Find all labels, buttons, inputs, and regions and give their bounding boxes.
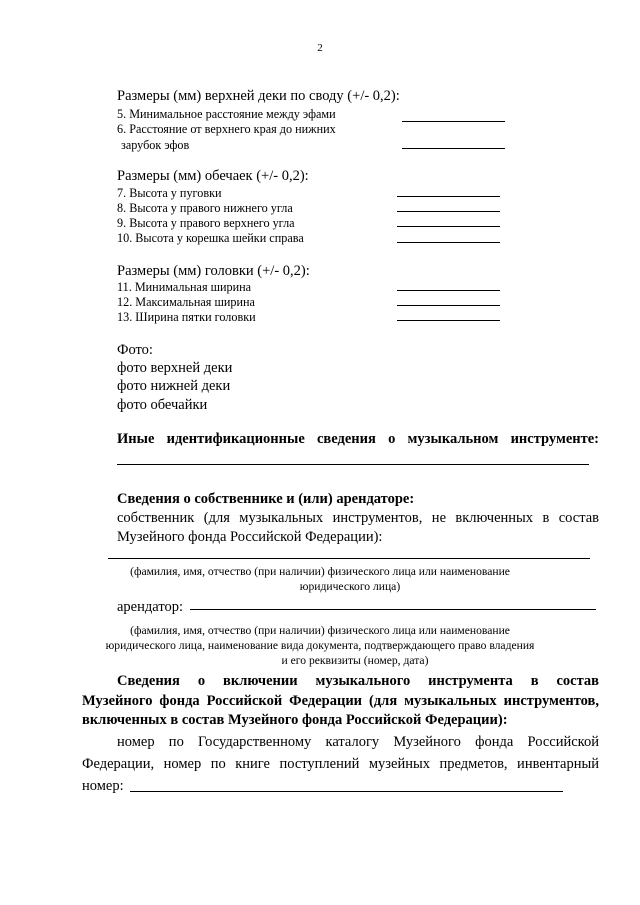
photo-heading: Фото: <box>117 342 153 358</box>
photo-top-deck: фото верхней деки <box>117 360 233 376</box>
top-deck-heading: Размеры (мм) верхней деки по своду (+/- 0,2): <box>117 88 400 104</box>
item-6: 6. Расстояние от верхнего края до нижних <box>117 122 336 136</box>
owner-hint1: (фамилия, имя, отчество (при наличии) физического лица или наименование <box>130 565 510 578</box>
museum-heading-3: включенных в состав Музейного фонда Российской Федерации): <box>82 712 508 728</box>
item-12: 12. Максимальная ширина <box>117 295 255 309</box>
ribs-heading: Размеры (мм) обечаек (+/- 0,2): <box>117 168 309 184</box>
item-8-blank[interactable] <box>397 211 500 212</box>
item-10-blank[interactable] <box>397 242 500 243</box>
item-5-blank[interactable] <box>402 121 505 122</box>
item-5: 5. Минимальное расстояние между эфами <box>117 107 336 121</box>
museum-text-3: номер: <box>82 778 124 794</box>
museum-heading-1: Сведения о включении музыкального инструмента в состав <box>117 673 599 689</box>
tenant-hint3: и его реквизиты (номер, дата) <box>281 654 429 667</box>
item-11-blank[interactable] <box>397 290 500 291</box>
museum-heading-2: Музейного фонда Российской Федерации (для музыкальных инструментов, <box>82 693 599 709</box>
item-10: 10. Высота у корешка шейки справа <box>117 231 304 245</box>
tenant-hint1: (фамилия, имя, отчество (при наличии) физического лица или наименование <box>130 624 510 637</box>
owner-hint2: юридического лица) <box>299 580 401 593</box>
item-6-cont: зарубок эфов <box>121 138 190 152</box>
owner-line2: Музейного фонда Российской Федерации): <box>117 529 383 545</box>
head-heading: Размеры (мм) головки (+/- 0,2): <box>117 263 310 279</box>
item-12-blank[interactable] <box>397 305 500 306</box>
item-7: 7. Высота у пуговки <box>117 186 222 200</box>
item-9-blank[interactable] <box>397 226 500 227</box>
item-6-blank[interactable] <box>402 148 505 149</box>
tenant-blank[interactable] <box>190 609 596 610</box>
museum-text-1: номер по Государственному каталогу Музейного фонда Российской <box>117 734 599 750</box>
owner-heading: Сведения о собственнике и (или) арендаторе: <box>117 491 415 507</box>
owner-line1: собственник (для музыкальных инструментов, не включенных в состав <box>117 510 599 526</box>
item-8: 8. Высота у правого нижнего угла <box>117 201 293 215</box>
photo-bottom-deck: фото нижней деки <box>117 378 231 394</box>
item-13-blank[interactable] <box>397 320 500 321</box>
item-7-blank[interactable] <box>397 196 500 197</box>
other-info-heading: Иные идентификационные сведения о музыкальном инструменте: <box>117 431 599 447</box>
photo-ribs: фото обечайки <box>117 397 208 413</box>
item-13: 13. Ширина пятки головки <box>117 310 256 324</box>
other-info-blank[interactable] <box>117 464 589 465</box>
owner-blank[interactable] <box>108 558 590 559</box>
tenant-label: арендатор: <box>117 599 183 615</box>
item-11: 11. Минимальная ширина <box>117 280 252 294</box>
tenant-hint2: юридического лица, наименование вида документа, подтверждающего право владения <box>105 639 535 652</box>
page-number: 2 <box>317 42 323 54</box>
museum-text-2: Федерации, номер по книге поступлений музейных предметов, инвентарный <box>82 756 599 772</box>
item-9: 9. Высота у правого верхнего угла <box>117 216 295 230</box>
inventory-number-blank[interactable] <box>130 791 563 792</box>
